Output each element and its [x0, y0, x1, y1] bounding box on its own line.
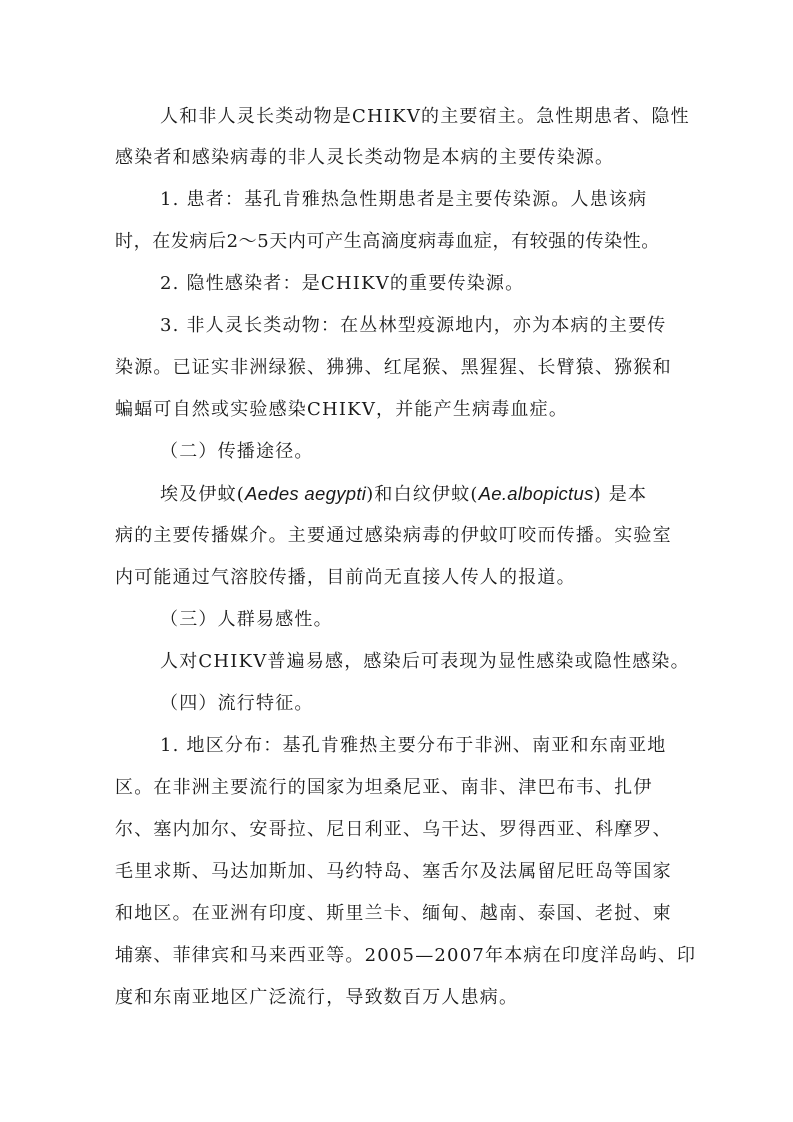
- text-line: [160, 482, 647, 507]
- text-line: 2. 隐性感染者：是CHIKV的重要传染源。: [160, 273, 525, 294]
- text-line: 埔寨、菲律宾和马来西亚等。2005—2007年本病在印度洋岛屿、印: [115, 945, 697, 966]
- section-heading: （三）人群易感性。: [160, 609, 333, 630]
- text-line: 内可能通过气溶胶传播，目前尚无直接人传人的报道。: [115, 567, 576, 588]
- text-line: 1. 患者：基孔肯雅热急性期患者是主要传染源。人患该病: [160, 189, 648, 210]
- text-line: 人对CHIKV普遍易感，感染后可表现为显性感染或隐性感染。: [160, 651, 690, 672]
- latin-name: Ae.albopictus: [478, 483, 594, 504]
- text-line: 感染者和感染病毒的非人灵长类动物是本病的主要传染源。: [115, 147, 615, 168]
- text-line: 区。在非洲主要流行的国家为坦桑尼亚、南非、津巴布韦、扎伊: [115, 777, 653, 798]
- text-line: 蝙蝠可自然或实验感染CHIKV，并能产生病毒血症。: [115, 399, 569, 420]
- text-line: 病的主要传播媒介。主要通过感染病毒的伊蚊叮咬而传播。实验室: [115, 525, 672, 546]
- text-line: 毛里求斯、马达加斯加、马约特岛、塞舌尔及法属留尼旺岛等国家: [115, 861, 672, 882]
- text-line: 人和非人灵长类动物是CHIKV的主要宿主。急性期患者、隐性: [160, 106, 690, 127]
- text-line: 尔、塞内加尔、安哥拉、尼日利亚、乌干达、罗得西亚、科摩罗、: [115, 819, 672, 840]
- text-line: 3. 非人灵长类动物：在丛林型疫源地内，亦为本病的主要传: [160, 315, 667, 336]
- text-segment: ) 是本: [593, 484, 648, 505]
- text-line: 和地区。在亚洲有印度、斯里兰卡、缅甸、越南、泰国、老挝、柬: [115, 903, 672, 924]
- section-heading: （二）传播途径。: [160, 441, 314, 462]
- text-line: 度和东南亚地区广泛流行，导致数百万人患病。: [115, 987, 519, 1008]
- text-segment: )和白纹伊蚊(: [366, 484, 479, 505]
- section-heading: （四）流行特征。: [160, 693, 314, 714]
- text-line: 时，在发病后2～5天内可产生高滴度病毒血症，有较强的传染性。: [115, 231, 660, 252]
- text-segment: 埃及伊蚊(: [160, 484, 246, 505]
- text-line: 1. 地区分布：基孔肯雅热主要分布于非洲、南亚和东南亚地: [160, 735, 667, 756]
- latin-name: Aedes aegypti: [245, 483, 367, 504]
- text-line: 染源。已证实非洲绿猴、狒狒、红尾猴、黑猩猩、长臂猿、猕猴和: [115, 357, 672, 378]
